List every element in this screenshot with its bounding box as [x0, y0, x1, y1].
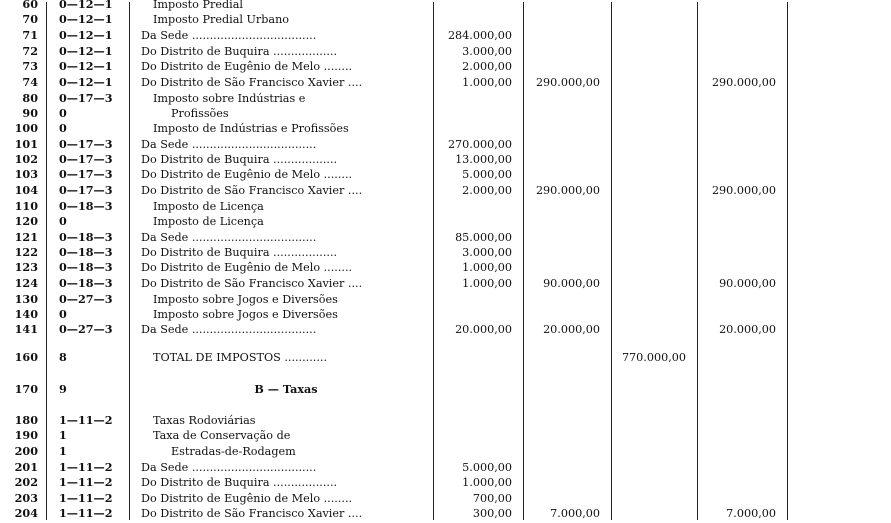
item-amount: 20.000,00 — [455, 323, 512, 336]
row-number: 103 — [14, 167, 38, 181]
item-amount: 284.000,00 — [447, 29, 512, 42]
row-number: 104 — [14, 183, 38, 197]
description: Imposto Predial — [153, 0, 243, 11]
ledger-row — [0, 106, 891, 121]
row-number: 80 — [22, 91, 38, 105]
account-code: 0 — [59, 106, 67, 120]
account-code: 0—27—3 — [59, 292, 113, 306]
row-number: 170 — [14, 382, 38, 396]
ledger-row — [0, 491, 891, 506]
row-number: 70 — [22, 12, 38, 26]
ledger-row — [0, 199, 891, 214]
ledger-row — [0, 75, 891, 90]
row-number: 190 — [14, 428, 38, 442]
account-code: 0—12—1 — [59, 44, 113, 58]
row-number: 101 — [14, 137, 38, 151]
ledger-row — [0, 292, 891, 307]
subtotal-amount: 290.000,00 — [535, 76, 600, 89]
ledger-row — [0, 152, 891, 167]
row-number: 73 — [22, 59, 38, 73]
item-amount: 3.000,00 — [462, 45, 512, 58]
ledger-row — [0, 276, 891, 291]
ledger-row — [0, 382, 891, 397]
description: Do Distrito de São Francisco Xavier .... — [141, 277, 363, 290]
account-code: 1—11—2 — [59, 460, 113, 474]
account-code: 0 — [59, 121, 67, 135]
item-amount: 1.000,00 — [462, 277, 512, 290]
item-amount: 1.000,00 — [462, 261, 512, 274]
account-code: 0—18—3 — [59, 260, 113, 274]
ledger-row — [0, 245, 891, 260]
ledger-row — [0, 91, 891, 106]
row-number: 141 — [14, 322, 38, 336]
total-amount: 90.000,00 — [719, 277, 776, 290]
description: Imposto sobre Indústrias e — [153, 92, 306, 105]
description: Imposto sobre Jogos e Diversões — [153, 308, 338, 321]
description: Do Distrito de São Francisco Xavier .... — [141, 76, 363, 89]
ledger-row — [0, 214, 891, 229]
row-number: 100 — [14, 121, 38, 135]
row-number: 180 — [14, 413, 38, 427]
row-number: 74 — [22, 75, 38, 89]
item-amount: 2.000,00 — [462, 184, 512, 197]
row-number: 122 — [14, 245, 38, 259]
row-number: 123 — [14, 260, 38, 274]
item-amount: 13.000,00 — [455, 153, 512, 166]
account-code: 0—12—1 — [59, 75, 113, 89]
subtotal-amount: 290.000,00 — [535, 184, 600, 197]
ledger-row — [0, 428, 891, 443]
ledger-row — [0, 12, 891, 27]
account-code: 0—17—3 — [59, 91, 113, 105]
ledger-row — [0, 0, 891, 12]
item-amount: 300,00 — [472, 507, 512, 520]
row-number: 200 — [14, 444, 38, 458]
row-number: 120 — [14, 214, 38, 228]
description: Do Distrito de São Francisco Xavier .... — [141, 507, 363, 520]
account-code: 0—18—3 — [59, 230, 113, 244]
row-number: 60 — [22, 0, 38, 11]
ledger-row — [0, 167, 891, 182]
ledger-row — [0, 460, 891, 475]
description: Do Distrito de Eugênio de Melo ........ — [141, 261, 353, 274]
account-code: 8 — [59, 350, 67, 364]
ledger-row — [0, 183, 891, 198]
ledger-row — [0, 28, 891, 43]
description: Imposto de Indústrias e Profissões — [153, 122, 349, 135]
ledger-row — [0, 44, 891, 59]
account-code: 0—12—1 — [59, 0, 113, 11]
account-code: 0—18—3 — [59, 199, 113, 213]
account-code: 0—27—3 — [59, 322, 113, 336]
description: Profissões — [171, 107, 229, 120]
row-number: 204 — [14, 506, 38, 520]
account-code: 0—12—1 — [59, 28, 113, 42]
subtotal-amount: 7.000,00 — [550, 507, 600, 520]
item-amount: 270.000,00 — [447, 138, 512, 151]
row-number: 140 — [14, 307, 38, 321]
description: Do Distrito de Buquira .................. — [141, 246, 338, 259]
ledger-row — [0, 121, 891, 136]
description: Do Distrito de Eugênio de Melo ........ — [141, 492, 353, 505]
ledger-row — [0, 475, 891, 490]
description: Do Distrito de Eugênio de Melo ........ — [141, 168, 353, 181]
account-code: 0—18—3 — [59, 245, 113, 259]
account-code: 1—11—2 — [59, 475, 113, 489]
row-number: 201 — [14, 460, 38, 474]
description: Do Distrito de Buquira .................. — [141, 153, 338, 166]
item-amount: 3.000,00 — [462, 246, 512, 259]
account-code: 0—17—3 — [59, 137, 113, 151]
ledger-row — [0, 322, 891, 337]
account-code: 9 — [59, 382, 67, 396]
row-number: 110 — [14, 199, 38, 213]
account-code: 0—17—3 — [59, 152, 113, 166]
total-amount: 7.000,00 — [726, 507, 776, 520]
description: B — Taxas — [254, 382, 318, 396]
item-amount: 700,00 — [472, 492, 512, 505]
account-code: 0 — [59, 214, 67, 228]
ledger-row — [0, 444, 891, 459]
description: Do Distrito de Eugênio de Melo ........ — [141, 60, 353, 73]
total-amount: 290.000,00 — [711, 184, 776, 197]
description: Imposto de Licença — [153, 200, 264, 213]
row-number: 160 — [14, 350, 38, 364]
ledger-row — [0, 307, 891, 322]
description: Da Sede ................................... — [141, 231, 317, 244]
description: Imposto Predial Urbano — [153, 13, 290, 26]
item-amount: 1.000,00 — [462, 476, 512, 489]
row-number: 202 — [14, 475, 38, 489]
row-number: 90 — [22, 106, 38, 120]
row-number: 130 — [14, 292, 38, 306]
account-code: 1 — [59, 444, 67, 458]
account-code: 1—11—2 — [59, 506, 113, 520]
description: Taxa de Conservação de — [153, 429, 291, 442]
description: TOTAL DE IMPOSTOS ............ — [153, 351, 328, 364]
ledger-row — [0, 350, 891, 365]
description: Taxas Rodoviárias — [153, 414, 256, 427]
account-code: 0—17—3 — [59, 167, 113, 181]
item-amount: 85.000,00 — [455, 231, 512, 244]
subtotal-amount: 20.000,00 — [543, 323, 600, 336]
total-amount: 290.000,00 — [711, 76, 776, 89]
ledger-row — [0, 260, 891, 275]
description: Da Sede ................................... — [141, 461, 317, 474]
row-number: 203 — [14, 491, 38, 505]
item-amount: 1.000,00 — [462, 76, 512, 89]
ledger-row — [0, 413, 891, 428]
description: Do Distrito de Buquira .................. — [141, 476, 338, 489]
item-amount: 5.000,00 — [462, 461, 512, 474]
account-code: 1—11—2 — [59, 413, 113, 427]
description: Imposto sobre Jogos e Diversões — [153, 293, 338, 306]
subtotal-amount: 90.000,00 — [543, 277, 600, 290]
item-amount: 5.000,00 — [462, 168, 512, 181]
description: Do Distrito de São Francisco Xavier .... — [141, 184, 363, 197]
description: Estradas-de-Rodagem — [171, 445, 296, 458]
account-code: 0—18—3 — [59, 276, 113, 290]
description: Da Sede ................................... — [141, 138, 317, 151]
ledger-row — [0, 137, 891, 152]
account-code: 0 — [59, 307, 67, 321]
account-code: 0—12—1 — [59, 12, 113, 26]
description: Da Sede ................................... — [141, 29, 317, 42]
ledger-row — [0, 506, 891, 521]
account-code: 1—11—2 — [59, 491, 113, 505]
row-number: 121 — [14, 230, 38, 244]
description: Da Sede ................................... — [141, 323, 317, 336]
row-number: 124 — [14, 276, 38, 290]
grand-total-amount: 770.000,00 — [621, 351, 686, 364]
ledger-row — [0, 59, 891, 74]
description: Do Distrito de Buquira .................. — [141, 45, 338, 58]
account-code: 0—12—1 — [59, 59, 113, 73]
account-code: 1 — [59, 428, 67, 442]
description: Imposto de Licença — [153, 215, 264, 228]
row-number: 102 — [14, 152, 38, 166]
ledger-row — [0, 230, 891, 245]
row-number: 72 — [22, 44, 38, 58]
item-amount: 2.000,00 — [462, 60, 512, 73]
account-code: 0—17—3 — [59, 183, 113, 197]
row-number: 71 — [22, 28, 38, 42]
total-amount: 20.000,00 — [719, 323, 776, 336]
